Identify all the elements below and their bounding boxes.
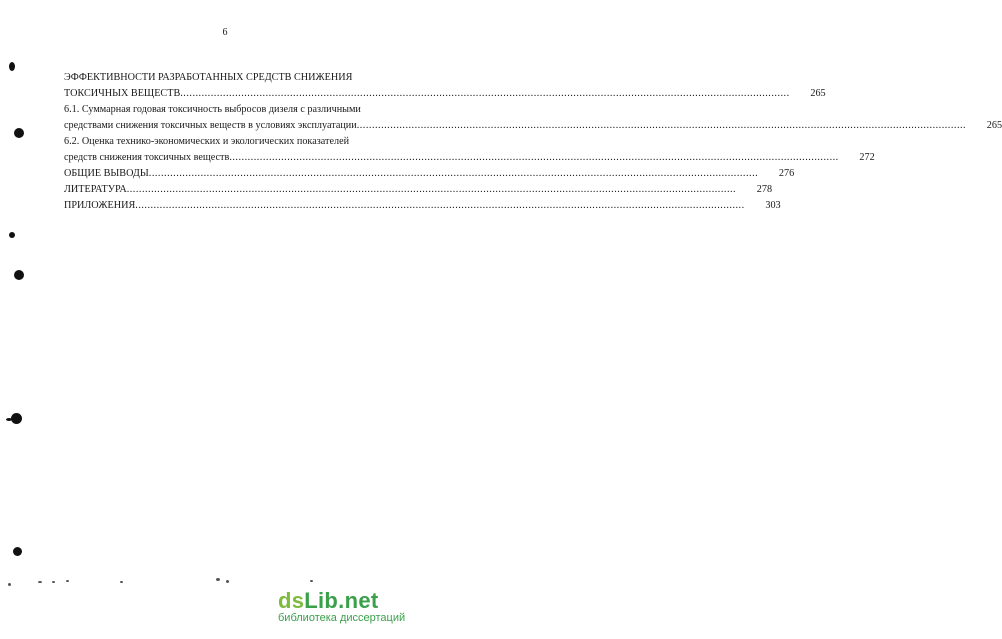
toc-entry-text: средствами снижения токсичных веществ в условиях эксплуатации (64, 120, 357, 131)
toc-leader-dots: ........................................................................................................................................................................................................ (229, 152, 839, 163)
toc-entry-6-2-line-2 (64, 150, 875, 166)
scan-speck (38, 581, 42, 583)
toc-page-number: 265 (810, 88, 826, 99)
toc-entry-heading-line-2 (64, 86, 826, 102)
toc-entry-text: ЛИТЕРАТУРА (64, 184, 127, 195)
toc-page-number: 272 (859, 152, 875, 163)
punch-hole-mark (11, 413, 22, 424)
toc-entry-text: ТОКСИЧНЫХ ВЕЩЕСТВ (64, 88, 181, 99)
page-number: 6 (222, 27, 228, 38)
toc-entry-appendices (64, 198, 781, 214)
toc-leader-dots: ........................................................................................................................................................................................................ (148, 168, 759, 179)
toc-entry-6-1-line-1 (64, 102, 420, 118)
toc-entry-text: средств снижения токсичных веществ (64, 152, 230, 163)
punch-hole-mark (14, 128, 24, 138)
toc-page-number: 265 (986, 120, 1002, 131)
dslib-tagline: библиотека диссертаций (278, 612, 406, 624)
toc-page-number: 303 (765, 200, 781, 211)
scan-speck (216, 578, 220, 581)
table-of-contents (64, 70, 1002, 214)
punch-hole-mark (6, 418, 12, 421)
dslib-watermark (278, 590, 438, 625)
toc-entry-text: 6.2. Оценка технико-экономических и экологических показателей (64, 136, 350, 147)
toc-leader-dots: ........................................................................................................................................................................................................ (180, 88, 790, 99)
punch-hole-mark (9, 232, 15, 238)
toc-entry-text: ПРИЛОЖЕНИЯ (64, 200, 136, 211)
toc-page-number: 276 (778, 168, 795, 179)
toc-leader-dots: ........................................................................................................................................................................................................ (126, 184, 737, 195)
scan-speck (310, 580, 313, 582)
toc-page-number: 278 (756, 184, 773, 195)
punch-hole-mark (9, 62, 15, 71)
toc-leader-dots: ........................................................................................................................................................................................................ (135, 200, 745, 211)
punch-hole-mark (14, 270, 24, 280)
punch-hole-mark (13, 547, 22, 556)
scan-speck (120, 581, 123, 583)
toc-entry-text: ЭФФЕКТИВНОСТИ РАЗРАБОТАННЫХ СРЕДСТВ СНИЖЕНИЯ (64, 72, 353, 83)
scan-speck (8, 583, 11, 586)
toc-leader-dots: ........................................................................................................................................................................................................ (356, 120, 967, 131)
scan-speck (66, 580, 69, 582)
toc-entry-6-1-line-2 (64, 118, 1002, 134)
toc-entry-heading-line-1 (64, 70, 420, 86)
scan-speck (226, 580, 229, 583)
dslib-logo: dsLib.net (278, 588, 379, 613)
toc-entry-conclusions (64, 166, 795, 182)
toc-entry-6-2-line-1 (64, 134, 420, 150)
toc-entry-literature (64, 182, 773, 198)
scan-speck (52, 581, 55, 583)
toc-entry-text: ОБЩИЕ ВЫВОДЫ (64, 168, 149, 179)
toc-entry-text: 6.1. Суммарная годовая токсичность выбросов дизеля с различными (64, 104, 361, 115)
